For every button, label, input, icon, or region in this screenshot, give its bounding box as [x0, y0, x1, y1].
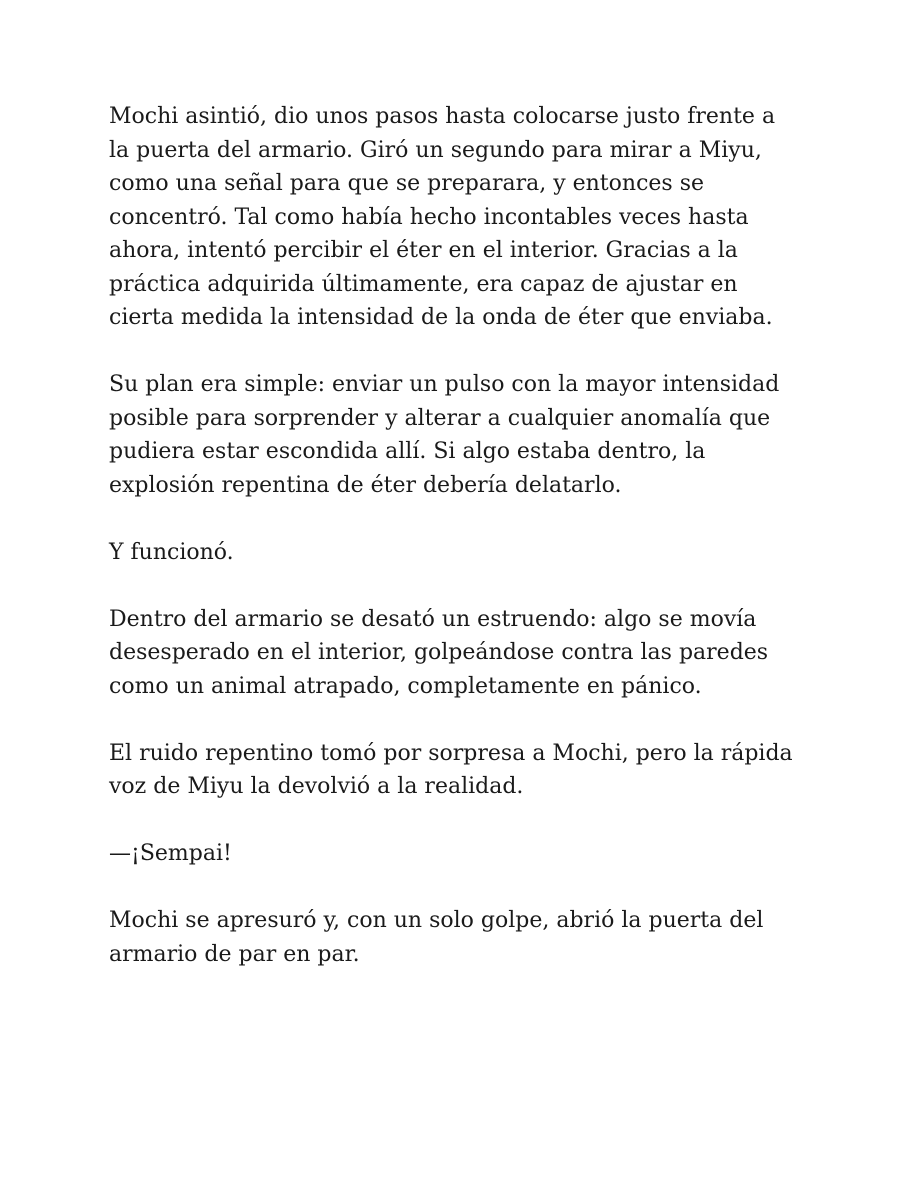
paragraph: Su plan era simple: enviar un pulso con la mayor intensidad posible para sorprender y alterar a cualquier anomalía que pudiera estar escondida allí. Si algo estaba dentro, la explosión repentina de éter debería delatarlo.	[109, 372, 780, 498]
document-body	[109, 100, 799, 1005]
paragraph: Dentro del armario se desató un estruendo: algo se movía desesperado en el interior, golpeándose contra las paredes como un animal atrapado, completamente en pánico.	[109, 606, 769, 699]
paragraph: Mochi asintió, dio unos pasos hasta colocarse justo frente a la puerta del armario. Giró un segundo para mirar a Miyu, como una señal para que se preparara, y entonces se concentró. Tal como había hecho incontables veces hasta ahora, intentó percibir el éter en el interior. Gracias a la práctica adquirida últimamente, era capaz de ajustar en cierta medida la intensidad de la onda de éter que enviaba.	[109, 104, 776, 330]
paragraph: Y funcionó.	[109, 539, 234, 565]
paragraph: Mochi se apresuró y, con un solo golpe, abrió la puerta del armario de par en par.	[109, 908, 764, 967]
paragraph: El ruido repentino tomó por sorpresa a Mochi, pero la rápida voz de Miyu la devolvió a la realidad.	[109, 740, 793, 799]
dialogue-line: —¡Sempai!	[109, 841, 232, 866]
